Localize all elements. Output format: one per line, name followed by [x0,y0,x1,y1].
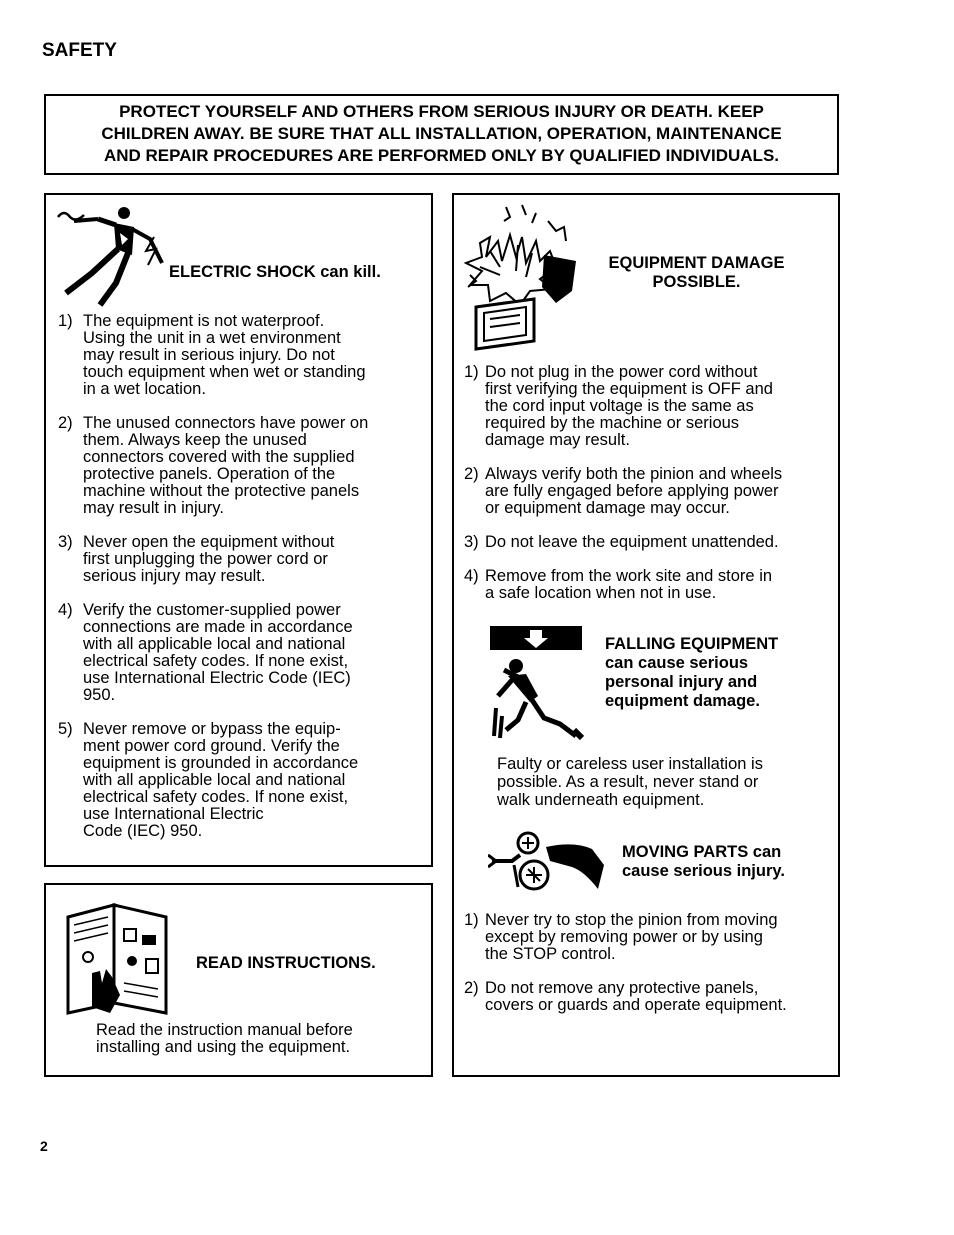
item-line: the STOP control. [485,945,616,963]
item-line: protective panels. Operation of the [83,465,336,483]
item-line: The unused connectors have power on [83,414,369,432]
list-item [58,534,428,585]
list-item [58,313,428,398]
item-line: 950. [83,686,116,704]
item-line: Never remove or bypass the equip- [83,720,341,738]
item-line: Do not plug in the power cord without [485,363,758,381]
explosion-icon [460,201,582,351]
item-line: covers or guards and operate equipment. [485,996,787,1014]
item-number: 3) [58,533,73,551]
electric-shock-panel [44,193,433,867]
page-title: SAFETY [42,40,117,61]
moving-parts-icon [488,831,608,897]
heading-line: FALLING EQUIPMENT [605,635,779,653]
warning-line: CHILDREN AWAY. BE SURE THAT ALL INSTALLATION, OPERATION, MAINTENANCE [101,124,782,143]
item-line: in a wet location. [83,380,206,398]
item-number: 2) [464,979,479,997]
item-line: first unplugging the power cord or [83,550,328,568]
equipment-damage-heading [584,254,809,292]
item-number: 2) [58,414,73,432]
falling-equipment-icon [490,626,584,740]
item-line: with all applicable local and national [83,771,346,789]
read-instructions-heading: READ INSTRUCTIONS. [196,954,376,972]
item-line: machine without the protective panels [83,482,360,500]
heading-line: can cause serious [605,654,749,672]
heading-line: cause serious injury. [622,862,785,880]
heading-line: EQUIPMENT DAMAGE [608,254,785,272]
item-line: The equipment is not waterproof. [83,312,325,330]
item-number: 4) [58,601,73,619]
electric-shock-list [58,313,428,857]
item-line: with all applicable local and national [83,635,346,653]
item-line: are fully engaged before applying power [485,482,779,500]
item-line: equipment is grounded in accordance [83,754,359,772]
page-number: 2 [40,1138,48,1154]
item-line: electrical safety codes. If none exist, [83,788,349,806]
item-line: a safe location when not in use. [485,584,717,602]
moving-parts-heading [622,843,785,881]
falling-equipment-heading [605,635,778,711]
warning-banner [44,94,839,175]
item-line: Do not leave the equipment unattended. [485,533,779,551]
item-line: Code (IEC) 950. [83,822,203,840]
body-line: Faulty or careless user installation is [497,755,763,773]
body-line: Read the instruction manual before [96,1021,353,1039]
item-line: Never open the equipment without [83,533,335,551]
heading-line: POSSIBLE. [652,273,741,291]
moving-parts-list [464,912,839,1031]
read-instructions-panel [44,883,433,1077]
list-item [464,568,836,602]
item-line: required by the machine or serious [485,414,740,432]
item-line: Remove from the work site and store in [485,567,773,585]
item-line: use International Electric [83,805,264,823]
list-item [464,534,836,551]
equipment-damage-panel [452,193,840,1077]
equipment-damage-list [464,364,836,619]
item-line: the cord input voltage is the same as [485,397,754,415]
item-number: 3) [464,533,479,551]
list-item [58,602,428,704]
item-number: 2) [464,465,479,483]
heading-line: MOVING PARTS can [622,843,782,861]
heading-line: personal injury and [605,673,758,691]
item-line: except by removing power or by using [485,928,763,946]
item-line: Never try to stop the pinion from moving [485,911,778,929]
item-line: Using the unit in a wet environment [83,329,341,347]
item-line: connectors covered with the supplied [83,448,355,466]
item-number: 4) [464,567,479,585]
item-number: 1) [464,911,479,929]
item-number: 1) [58,312,73,330]
list-item [464,466,836,517]
item-line: Do not remove any protective panels, [485,979,759,997]
item-line: first verifying the equipment is OFF and [485,380,773,398]
heading-line: equipment damage. [605,692,760,710]
electric-shock-icon [54,203,166,307]
read-instructions-text [96,1022,426,1056]
item-line: may result in serious injury. Do not [83,346,335,364]
list-item [58,415,428,517]
item-line: use International Electric Code (IEC) [83,669,351,687]
item-number: 5) [58,720,73,738]
item-line: or equipment damage may occur. [485,499,730,517]
manual-icon [62,899,172,1017]
electric-shock-heading: ELECTRIC SHOCK can kill. [169,263,381,281]
body-line: walk underneath equipment. [497,791,705,809]
list-item [464,912,839,963]
item-line: electrical safety codes. If none exist, [83,652,349,670]
list-item [464,364,836,449]
item-line: ment power cord ground. Verify the [83,737,340,755]
body-line: possible. As a result, never stand or [497,773,759,791]
item-number: 1) [464,363,479,381]
item-line: Verify the customer-supplied power [83,601,341,619]
item-line: touch equipment when wet or standing [83,363,366,381]
list-item [464,980,839,1014]
item-line: may result in injury. [83,499,224,517]
body-line: installing and using the equipment. [96,1038,351,1056]
list-item [58,721,428,840]
warning-line: PROTECT YOURSELF AND OTHERS FROM SERIOUS INJURY OR DEATH. KEEP [119,102,764,121]
item-line: connections are made in accordance [83,618,353,636]
item-line: Always verify both the pinion and wheels [485,465,783,483]
item-line: them. Always keep the unused [83,431,307,449]
item-line: serious injury may result. [83,567,266,585]
falling-equipment-text [497,755,837,809]
warning-line: AND REPAIR PROCEDURES ARE PERFORMED ONLY BY QUALIFIED INDIVIDUALS. [103,146,780,165]
item-line: damage may result. [485,431,630,449]
